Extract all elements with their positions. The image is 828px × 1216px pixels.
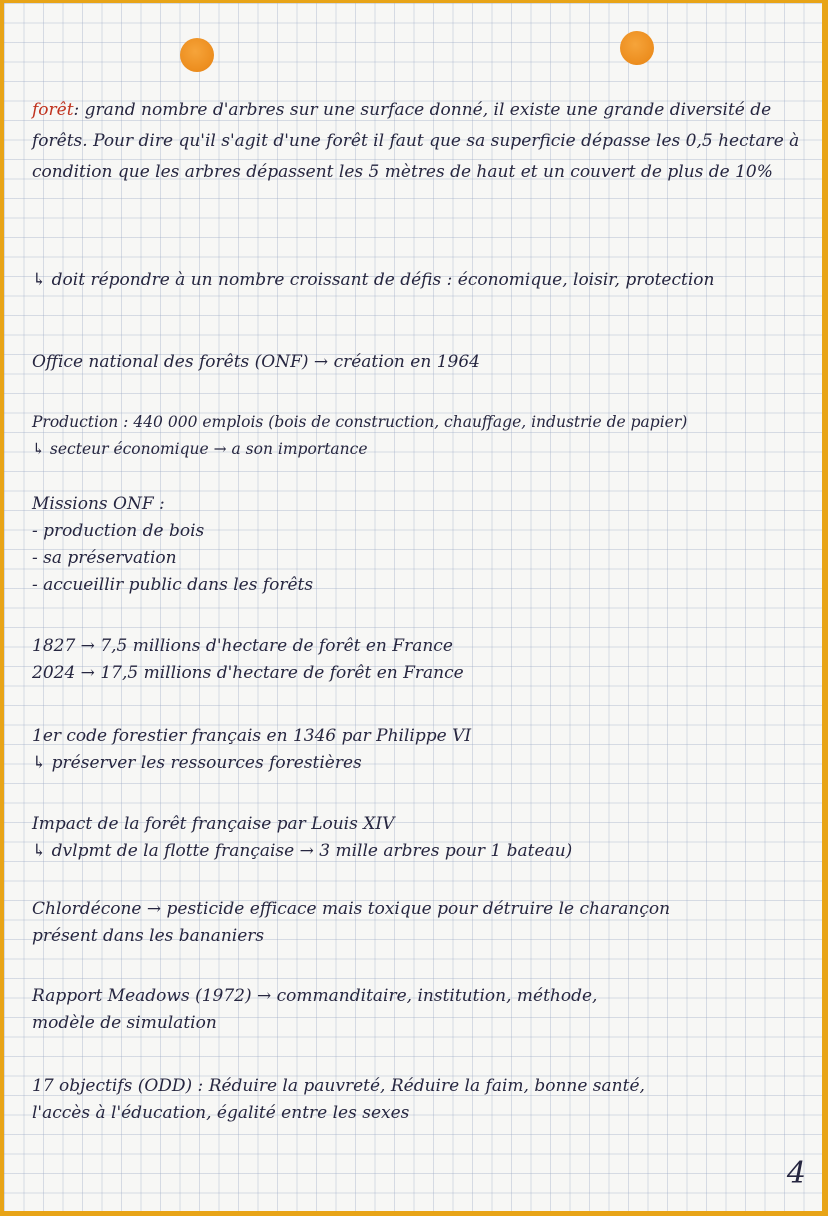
chlordecone-note: Chlordécone → pesticide efficace mais toxique pour détruire le charançon présent dans les bananiers <box>32 899 671 946</box>
notebook-page <box>4 3 822 1211</box>
foret-term: forêt <box>32 100 74 120</box>
binder-hole <box>180 38 214 72</box>
missions-list: Missions ONF : - production de bois - sa préservation - accueillir public dans les forêts <box>32 494 314 595</box>
odd-note: 17 objectifs (ODD) : Réduire la pauvreté, Réduire la faim, bonne santé, l'accès à l'éducation, égalité entre les sexes <box>32 1076 645 1123</box>
foret-definition-text: : grand nombre d'arbres sur une surface donné, il existe une grande diversité de forêts. Pour dire qu'il s'agit d'une forêt il faut que sa superficie dépasse les 0,5 hectare à condition que les arbres dépassent les 5 mètres de haut et un couvert de plus de 10% <box>32 100 800 182</box>
foret-definition <box>32 95 804 188</box>
defis-note: ↳ doit répondre à un nombre croissant de défis : économique, loisir, protection <box>32 270 715 290</box>
surface-stats: 1827 → 7,5 millions d'hectare de forêt en France 2024 → 17,5 millions d'hectare de forêt en France <box>32 636 464 683</box>
code-forestier-note: 1er code forestier français en 1346 par Philippe VI ↳ préserver les ressources forestières <box>32 726 472 773</box>
impact-louis-note: Impact de la forêt française par Louis XIV ↳ dvlpmt de la flotte française → 3 mille arbres pour 1 bateau) <box>32 814 573 861</box>
binder-hole <box>620 31 654 65</box>
onf-note: Office national des forêts (ONF) → création en 1964 <box>32 352 480 372</box>
production-note: Production : 440 000 emplois (bois de construction, chauffage, industrie de papier) ↳ secteur économique → a son importance <box>32 413 688 458</box>
meadows-note: Rapport Meadows (1972) → commanditaire, institution, méthode, modèle de simulation <box>32 986 598 1033</box>
page-number: 4 <box>786 1156 806 1191</box>
